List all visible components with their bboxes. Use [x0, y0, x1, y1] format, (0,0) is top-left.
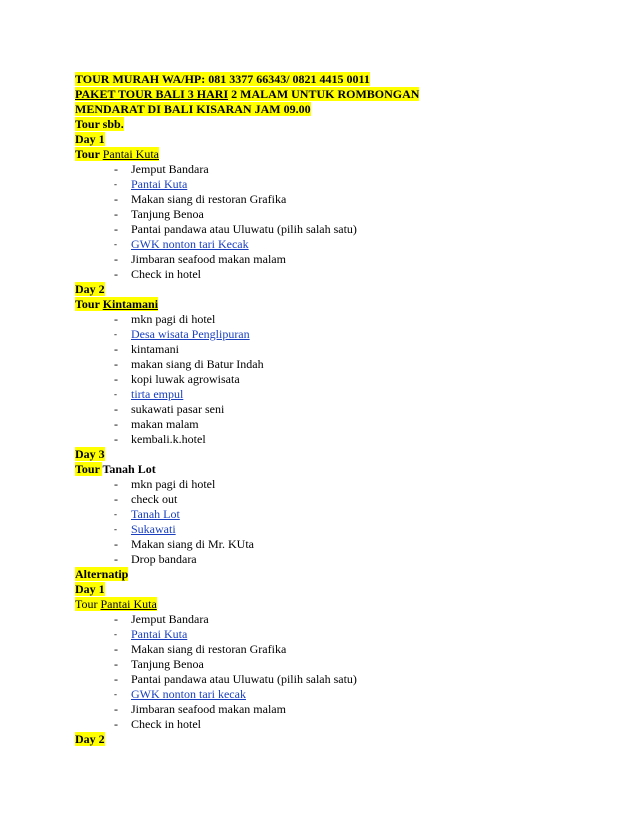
bullet-dash: - [114, 689, 117, 699]
list-item [75, 177, 575, 192]
list-item [75, 327, 575, 342]
contact-line [75, 72, 575, 87]
itinerary-text: kintamani [131, 342, 179, 356]
itinerary-text: Makan siang di restoran Grafika [131, 192, 287, 206]
alt-day2-heading [75, 732, 575, 747]
bullet-dash: - [114, 207, 118, 221]
itinerary-link[interactable]: Sukawati [131, 522, 176, 536]
bullet-dash: - [114, 162, 118, 176]
bullet-dash: - [114, 432, 118, 446]
list-item [75, 642, 575, 657]
day2-tour-heading [75, 297, 575, 312]
alt-day1-tour-prefix: Tour [75, 597, 101, 611]
bullet-dash: - [114, 492, 118, 506]
list-item [75, 417, 575, 432]
itinerary-text: Tanjung Benoa [131, 657, 204, 671]
list-item [75, 237, 575, 252]
bullet-dash: - [114, 372, 118, 386]
bullet-dash: - [114, 702, 118, 716]
day3-itinerary-list [75, 477, 575, 567]
itinerary-text: makan malam [131, 417, 199, 431]
day3-tour-prefix: Tour [75, 462, 103, 476]
bullet-dash: - [114, 477, 118, 491]
list-item [75, 492, 575, 507]
itinerary-link[interactable]: Pantai Kuta [131, 627, 188, 641]
itinerary-text: Pantai pandawa atau Uluwatu (pilih salah satu) [131, 222, 357, 236]
day2-tour-prefix: Tour [75, 297, 103, 311]
bullet-dash: - [114, 537, 118, 551]
itinerary-text: Drop bandara [131, 552, 197, 566]
list-item [75, 342, 575, 357]
itinerary-text: Pantai pandawa atau Uluwatu (pilih salah satu) [131, 672, 357, 686]
bullet-dash: - [114, 179, 117, 189]
itinerary-text: check out [131, 492, 178, 506]
day1-label: Day 1 [75, 132, 105, 146]
list-item [75, 657, 575, 672]
itinerary-text: Check in hotel [131, 267, 201, 281]
day2-tour-name[interactable]: Kintamani [102, 297, 159, 311]
day2-heading [75, 282, 575, 297]
bullet-dash: - [114, 389, 117, 399]
itinerary-text: kopi luwak agrowisata [131, 372, 240, 386]
alt-day1-label: Day 1 [75, 582, 105, 596]
list-item [75, 552, 575, 567]
itinerary-link[interactable]: Pantai Kuta [131, 177, 188, 191]
arrival-line [75, 102, 575, 117]
bullet-dash: - [114, 357, 118, 371]
bullet-dash: - [114, 672, 118, 686]
day1-itinerary-list [75, 162, 575, 282]
day3-heading [75, 447, 575, 462]
day3-tour-heading [75, 462, 575, 477]
list-item [75, 702, 575, 717]
package-title-rest: 2 MALAM UNTUK ROMBONGAN [228, 87, 420, 101]
arrival-text: MENDARAT DI BALI KISARAN JAM 09.00 [75, 102, 311, 116]
day1-tour-heading [75, 147, 575, 162]
itinerary-text: Makan siang di restoran Grafika [131, 642, 287, 656]
itinerary-link[interactable]: Desa wisata Penglipuran [131, 327, 250, 341]
bullet-dash: - [114, 717, 118, 731]
bullet-dash: - [114, 417, 118, 431]
title-line [75, 87, 575, 102]
alt-day2-label: Day 2 [75, 732, 105, 746]
day1-tour-prefix: Tour [75, 147, 103, 161]
itinerary-text: Makan siang di Mr. KUta [131, 537, 254, 551]
list-item [75, 402, 575, 417]
day1-heading [75, 132, 575, 147]
list-item [75, 717, 575, 732]
list-item [75, 522, 575, 537]
day2-label: Day 2 [75, 282, 105, 296]
day1-tour-link[interactable]: Pantai Kuta [102, 147, 160, 161]
list-item [75, 192, 575, 207]
bullet-dash: - [114, 267, 118, 281]
itinerary-text: Tanjung Benoa [131, 207, 204, 221]
day3-label: Day 3 [75, 447, 105, 461]
itinerary-text: Jemput Bandara [131, 162, 209, 176]
list-item [75, 687, 575, 702]
itinerary-text: kembali.k.hotel [131, 432, 206, 446]
itinerary-text: mkn pagi di hotel [131, 312, 216, 326]
contact-text: TOUR MURAH WA/HP: 081 3377 66343/ 0821 4415 0011 [75, 72, 370, 86]
itinerary-text: mkn pagi di hotel [131, 477, 216, 491]
document-page [75, 72, 575, 747]
day3-tour-name: Tanah Lot [102, 462, 156, 476]
alternative-label: Alternatip [75, 567, 129, 581]
alternative-heading [75, 567, 575, 582]
bullet-dash: - [114, 642, 118, 656]
list-item [75, 222, 575, 237]
bullet-dash: - [114, 402, 118, 416]
bullet-dash: - [114, 312, 118, 326]
list-item [75, 372, 575, 387]
bullet-dash: - [114, 629, 117, 639]
list-item [75, 357, 575, 372]
alt-day1-tour-heading [75, 597, 575, 612]
list-item [75, 612, 575, 627]
list-item [75, 162, 575, 177]
bullet-dash: - [114, 239, 117, 249]
list-item [75, 507, 575, 522]
itinerary-text: Jemput Bandara [131, 612, 209, 626]
bullet-dash: - [114, 657, 118, 671]
bullet-dash: - [114, 222, 118, 236]
itinerary-link[interactable]: Tanah Lot [131, 507, 180, 521]
bullet-dash: - [114, 192, 118, 206]
itinerary-text: Jimbaran seafood makan malam [131, 252, 286, 266]
bullet-dash: - [114, 552, 118, 566]
tour-intro-text: Tour sbb. [75, 117, 124, 131]
list-item [75, 267, 575, 282]
itinerary-text: sukawati pasar seni [131, 402, 225, 416]
list-item [75, 207, 575, 222]
alt-day1-heading [75, 582, 575, 597]
bullet-dash: - [114, 509, 117, 519]
list-item [75, 387, 575, 402]
itinerary-link[interactable]: GWK nonton tari kecak [131, 687, 246, 701]
bullet-dash: - [114, 524, 117, 534]
list-item [75, 537, 575, 552]
itinerary-text: Jimbaran seafood makan malam [131, 702, 286, 716]
itinerary-link[interactable]: tirta empul [131, 387, 184, 401]
tour-intro-line [75, 117, 575, 132]
bullet-dash: - [114, 329, 117, 339]
itinerary-text: makan siang di Batur Indah [131, 357, 264, 371]
list-item [75, 432, 575, 447]
alt-day1-itinerary-list [75, 612, 575, 732]
bullet-dash: - [114, 342, 118, 356]
list-item [75, 312, 575, 327]
list-item [75, 252, 575, 267]
list-item [75, 477, 575, 492]
list-item [75, 627, 575, 642]
day2-itinerary-list [75, 312, 575, 447]
itinerary-link[interactable]: GWK nonton tari Kecak [131, 237, 249, 251]
alt-day1-tour-link[interactable]: Pantai Kuta [100, 597, 157, 611]
list-item [75, 672, 575, 687]
package-title-link[interactable]: PAKET TOUR BALI 3 HARI [75, 87, 229, 101]
bullet-dash: - [114, 252, 118, 266]
bullet-dash: - [114, 612, 118, 626]
itinerary-text: Check in hotel [131, 717, 201, 731]
